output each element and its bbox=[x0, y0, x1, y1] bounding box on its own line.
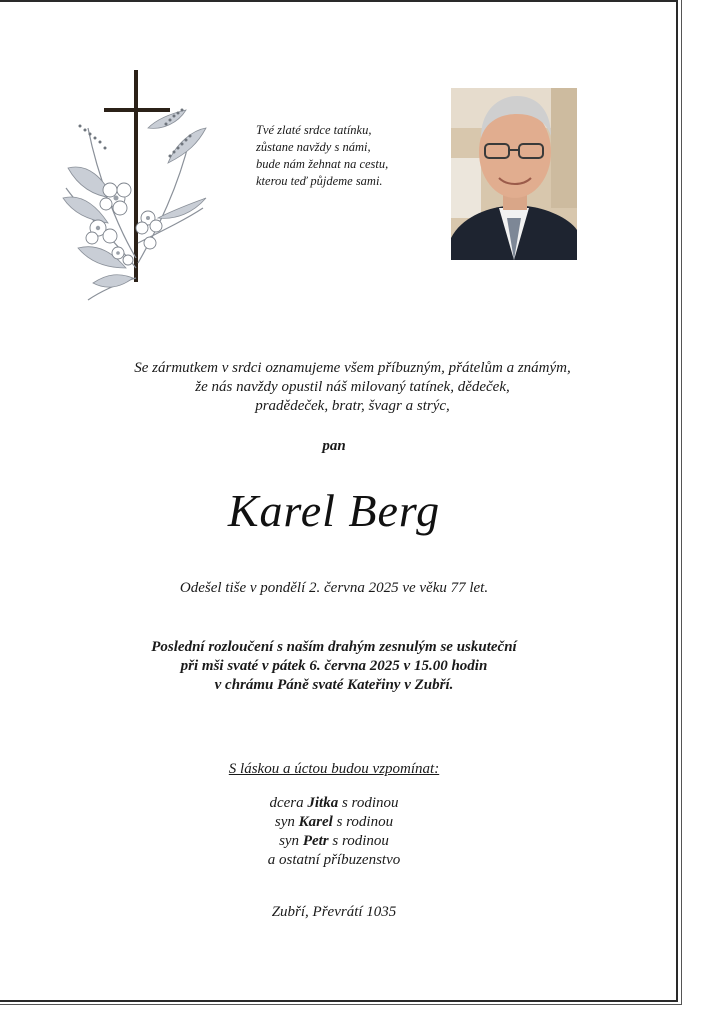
mourner-line bbox=[0, 813, 668, 832]
title-word: pan bbox=[322, 438, 346, 454]
announcement-line: pradědeček, bratr, švagr a strýc, bbox=[255, 398, 450, 414]
page-border-right-shadow bbox=[681, 0, 682, 1004]
death-notice: Odešel tiše v pondělí 2. června 2025 ve věku 77 let. bbox=[179, 580, 489, 596]
mourner-relation: syn bbox=[274, 814, 299, 830]
cross-with-flowers-icon bbox=[58, 68, 208, 304]
page-border-top bbox=[0, 0, 676, 2]
address: Zubří, Převrátí 1035 bbox=[271, 904, 397, 920]
mourner-name: Karel bbox=[298, 814, 333, 830]
mourners-list bbox=[0, 794, 668, 870]
announcement-text bbox=[80, 359, 625, 416]
memorial-poem bbox=[256, 122, 436, 190]
mourner-name: Jitka bbox=[307, 795, 339, 811]
mourner-suffix: s rodinou bbox=[328, 833, 389, 849]
funeral-line: v chrámu Páně svaté Kateřiny v Zubří. bbox=[214, 677, 454, 693]
poem-line: zůstane navždy s námi, bbox=[256, 140, 371, 154]
poem-line: kterou teď půjdeme sami. bbox=[256, 174, 383, 188]
poem-line: Tvé zlaté srdce tatínku, bbox=[256, 123, 372, 137]
announcement-line: že nás navždy opustil náš milovaný tatínek, dědeček, bbox=[195, 379, 510, 395]
mourner-line bbox=[0, 851, 668, 870]
mourner-relation: dcera bbox=[269, 795, 308, 811]
mourner-suffix: s rodinou bbox=[332, 814, 394, 830]
funeral-line: při mši svaté v pátek 6. června 2025 v 15.00 hodin bbox=[180, 658, 488, 674]
mourner-suffix: s rodinou bbox=[338, 795, 399, 811]
page-border-bottom bbox=[0, 1000, 678, 1002]
announcement-line: Se zármutkem v srdci oznamujeme všem příbuzným, přátelům a známým, bbox=[134, 360, 571, 376]
portrait-photo bbox=[451, 88, 577, 260]
remember-heading: S láskou a úctou budou vzpomínat: bbox=[228, 761, 440, 777]
funeral-details bbox=[0, 638, 668, 695]
poem-line: bude nám žehnat na cestu, bbox=[256, 157, 389, 171]
deceased-name: Karel Berg bbox=[227, 485, 441, 536]
page-border-right bbox=[676, 0, 678, 1000]
mourner-line bbox=[0, 832, 668, 851]
page-border-bottom-shadow bbox=[0, 1004, 682, 1005]
mourner-relation: syn bbox=[279, 833, 303, 849]
mourner-name: Petr bbox=[302, 833, 329, 849]
mourner-line bbox=[0, 794, 668, 813]
mourner-relation: a ostatní příbuzenstvo bbox=[267, 852, 401, 868]
funeral-line: Poslední rozloučení s naším drahým zesnulým se uskuteční bbox=[151, 639, 517, 655]
